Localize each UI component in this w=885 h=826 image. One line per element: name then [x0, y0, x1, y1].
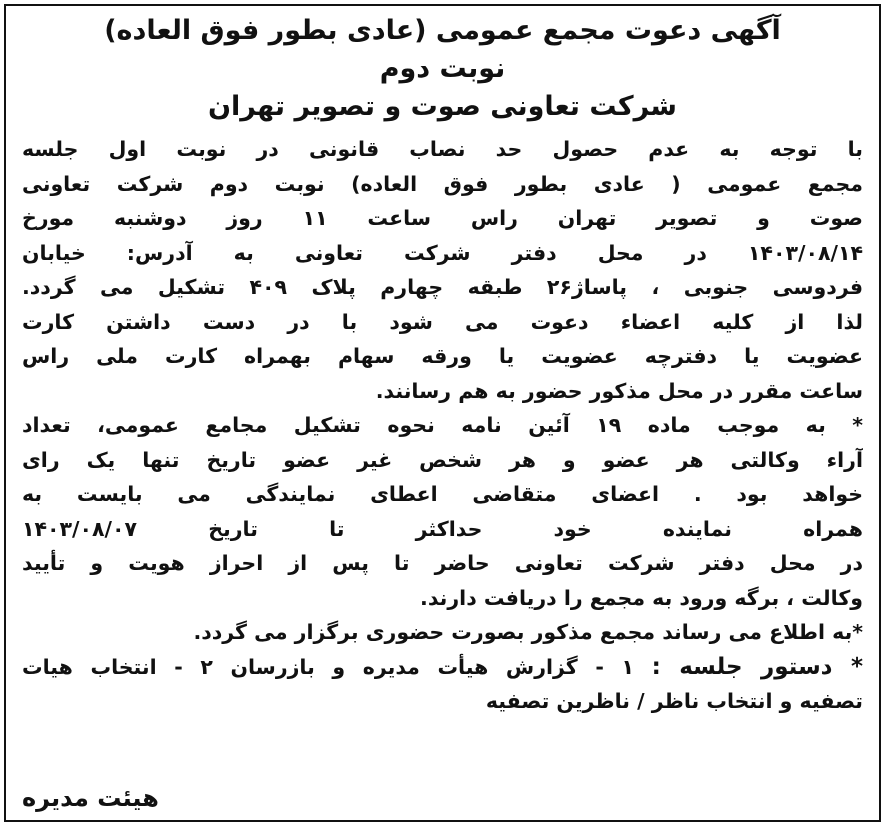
- body-line: همراه نماینده خود حداکثر تا تاریخ ۱۴۰۳/۰۸/۰۷: [22, 516, 863, 541]
- agenda-line: [22, 650, 863, 685]
- body-line: صوت و تصویر تهران راس ساعت ۱۱ روز دوشنبه مورخ: [22, 206, 863, 230]
- notice-content: [22, 12, 863, 719]
- body-line: وکالت ، برگه ورود به مجمع را دریافت دارند.: [420, 585, 863, 610]
- body-line: خواهد بود . اعضای متقاضی اعطای نمایندگی می بایست به: [22, 482, 863, 506]
- body-line: با توجه به عدم حصول حد نصاب قانونی در نوبت اول جلسه: [22, 137, 863, 161]
- body-line: لذا از کلیه اعضاء دعوت می شود با در دست داشتن کارت: [22, 309, 863, 334]
- body-line: فردوسی جنوبی ، پاساژ۲۶ طبقه چهارم پلاک ۴۰۹ تشکیل می گردد.: [22, 275, 863, 299]
- body-line: عضویت یا دفترچه عضویت یا ورقه سهام بهمراه کارت ملی راس: [22, 344, 863, 368]
- signature: هیئت مدیره: [22, 784, 159, 812]
- body-line: ۱۴۰۳/۰۸/۱۴ در محل دفتر شرکت تعاونی به آدرس: خیابان: [22, 240, 863, 265]
- body-line: ساعت مقرر در محل مذکور حضور به هم رسانند.: [375, 378, 863, 403]
- notice-subtitle-round: نوبت دوم: [379, 53, 506, 84]
- body-line: آراء وکالتی هر عضو و هر شخص غیر عضو تاریخ تنها یک رای: [22, 447, 863, 472]
- notice-body: [22, 132, 863, 719]
- body-line: مجمع عمومی ( عادی بطور فوق العاده) نوبت دوم شرکت تعاونی: [22, 171, 863, 196]
- agenda-line: تصفیه و انتخاب ناظر / ناظرین تصفیه: [485, 689, 863, 713]
- agenda-label: * دستور جلسه :: [651, 653, 863, 680]
- body-line: * به موجب ماده ۱۹ آئین نامه نحوه تشکیل مجامع عمومی، تعداد: [22, 413, 863, 437]
- company-name: شرکت تعاونی صوت و تصویر تهران: [208, 91, 677, 122]
- notice-title: آگهی دعوت مجمع عمومی (عادی بطور فوق العاده): [104, 15, 781, 46]
- agenda-item-text: ۱ - گزارش هیأت مدیره و بازرسان ۲ - انتخاب هیات: [22, 654, 634, 679]
- body-line: در محل دفتر شرکت تعاونی حاضر تا پس از احراز هویت و تأیید: [22, 551, 863, 575]
- body-line: *به اطلاع می رساند مجمع مذکور بصورت حضوری برگزار می گردد.: [193, 620, 863, 644]
